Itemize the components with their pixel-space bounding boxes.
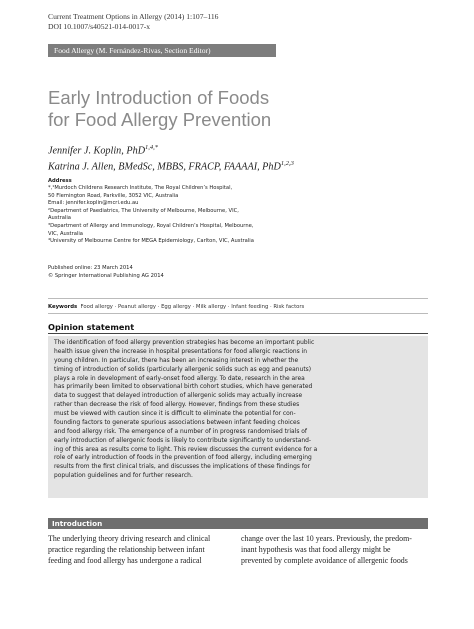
author-name: Katrina J. Allen, BMedSc, MBBS, FRACP, FAAAAI, PhD [48, 161, 281, 173]
journal-citation-line: Current Treatment Options in Allergy (2014) 1:107–116 [48, 12, 219, 21]
opinion-line: has primarily been limited to observational birth cohort studies, which have generated [54, 383, 313, 391]
journal-citation [48, 12, 218, 32]
opinion-line: young children. In particular, there has been an increasing interest in whether the [54, 356, 299, 364]
author-list [48, 141, 294, 174]
keywords-top-rule [48, 298, 428, 299]
address-line: ³Department of Allergy and Immunology, Royal Children’s Hospital, Melbourne, [48, 222, 254, 229]
opinion-line: early introduction of allergenic foods is likely to contribute significantly to understand- [54, 436, 312, 444]
author-name: Jennifer J. Koplin, PhD [48, 145, 146, 157]
opinion-heading: Opinion statement [48, 322, 135, 332]
opinion-line: health issue given the increase in hospital presentations for food allergic reactions in [54, 347, 308, 355]
keywords-text: Food allergy · Peanut allergy · Egg allergy · Milk allergy · Infant feeding · Risk factors [80, 304, 305, 310]
opinion-line: timing of introduction of solids (particularly allergenic solids such as egg and peanuts) [54, 365, 312, 373]
article-title [48, 87, 448, 131]
copyright-line: © Springer International Publishing AG 2014 [48, 272, 164, 279]
author [48, 141, 294, 157]
keywords-label: Keywords [48, 304, 78, 310]
address-heading: Address [48, 178, 72, 184]
address-line: Australia [48, 215, 71, 222]
opinion-line: rather than decrease the risk of food allergy. However, findings from these studies [54, 401, 300, 409]
address-line: VIC, Australia [48, 230, 83, 237]
published-date: Published online: 23 March 2014 [48, 265, 133, 271]
body-line: practice regarding the relationship between infant [48, 545, 205, 555]
address-block [48, 185, 308, 246]
keywords-bottom-rule [48, 313, 428, 314]
keywords-line [48, 304, 304, 310]
body-line: change over the last 10 years. Previously, the predom- [241, 534, 412, 543]
opinion-line: role of early introduction of foods in the prevention of food allergy, including emerging [54, 454, 312, 462]
opinion-line: plays a role in development of early-onset food allergy. To date, research in the area [54, 374, 305, 382]
opinion-line: The identification of food allergy prevention strategies has become an important public [54, 339, 315, 346]
article-title-line: Early Introduction of Foods [48, 87, 270, 108]
opinion-rule [48, 333, 428, 334]
opinion-line: and food allergy risk. The emergence of a number of in progress randomised trials of [54, 427, 308, 435]
opinion-line: founding factors to generate spurious associations between infant feeding choices [54, 418, 300, 426]
address-line: *,¹Murdoch Childrens Research Institute, The Royal Children’s Hospital, [48, 185, 233, 191]
section-banner: Food Allergy (M. Fernández-Rivas, Section Editor) [48, 44, 276, 57]
body-column-right [241, 533, 412, 567]
opinion-line: must be viewed with caution since it is difficult to eliminate the potential for con- [54, 410, 296, 417]
address-line: 50 Flemington Road, Parkville, 3052 VIC, Australia [48, 192, 179, 199]
publication-info [48, 265, 164, 280]
author-affiliation-marks: 1,4,* [145, 144, 159, 151]
introduction-heading: Introduction [48, 518, 428, 529]
opinion-statement-box [48, 336, 428, 498]
email-line: Email: jennifer.koplin@mcri.edu.au [48, 200, 139, 207]
author [48, 157, 294, 173]
body-line: The underlying theory driving research and clinical [48, 534, 211, 543]
body-line: inant hypothesis was that food allergy might be [241, 545, 391, 555]
opinion-line: ing of this area as results come to light. This review discusses the current evidence for a [54, 445, 318, 453]
body-column-left [48, 533, 210, 567]
doi-line: DOI 10.1007/s40521-014-0017-x [48, 22, 151, 31]
body-line: prevented by complete avoidance of allergenic foods [241, 556, 408, 566]
opinion-line: results from the first clinical trials, and discusses the implications of these findings for [54, 463, 310, 471]
opinion-line: population guidelines and for further research. [54, 472, 193, 480]
address-line: ²Department of Paediatrics, The University of Melbourne, Melbourne, VIC, [48, 207, 239, 214]
author-affiliation-marks: 1,2,3 [280, 160, 294, 168]
opinion-line: data to suggest that delayed introduction of allergenic solids may actually increase [54, 392, 303, 400]
body-line: feeding and food allergy has undergone a radical [48, 556, 202, 566]
article-title-line: for Food Allergy Prevention [48, 109, 272, 130]
address-line: ⁴University of Melbourne Centre for MEGA Epidemiology, Carlton, VIC, Australia [48, 238, 254, 245]
